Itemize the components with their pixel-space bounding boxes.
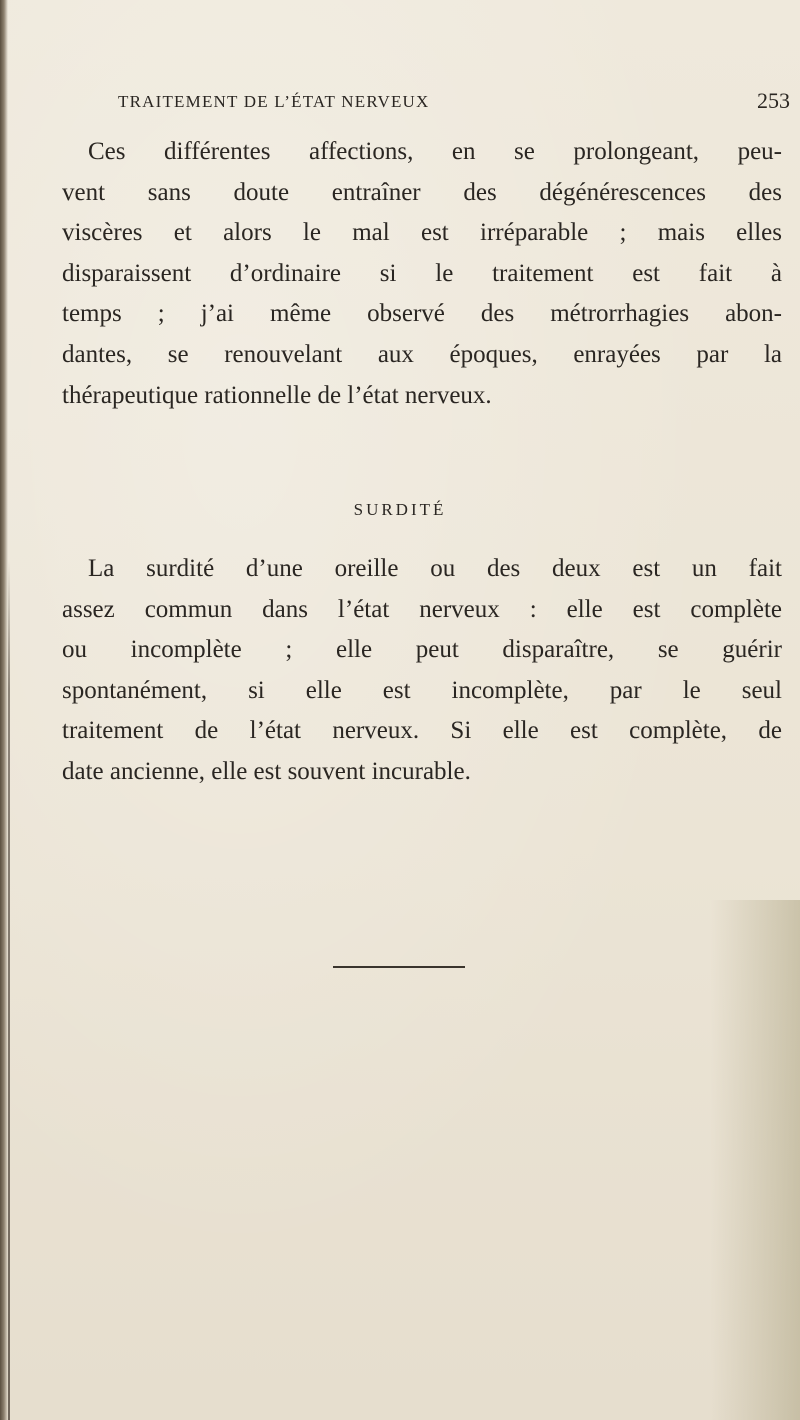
page-edge-line (8, 560, 10, 1420)
text-line: ou incomplète ; elle peut disparaître, se guérir (62, 636, 782, 664)
text-line: date ancienne, elle est souvent incurable. (62, 757, 471, 785)
text-line: viscères et alors le mal est irréparable ; mais elles (62, 219, 782, 247)
page-number: 253 (757, 88, 790, 113)
text-line: Ces différentes affections, en se prolongeant, peu- (88, 138, 782, 165)
text-line: disparaissent d’ordinaire si le traitement est fait à (62, 259, 782, 287)
text-line: assez commun dans l’état nerveux : elle est complète (62, 595, 782, 623)
text-line: thérapeutique rationnelle de l’état nerveux. (62, 381, 492, 409)
paragraph-affections (62, 132, 782, 416)
text-line: La surdité d’une oreille ou des deux est un fait (88, 555, 782, 582)
paragraph-surdite (62, 549, 782, 793)
text-line: vent sans doute entraîner des dégénérescences des (62, 178, 782, 206)
text-line: traitement de l’état nerveux. Si elle est complète, de (62, 717, 782, 745)
page-stain (710, 900, 800, 1420)
section-heading: SURDITÉ (353, 500, 447, 519)
text-line: temps ; j’ai même observé des métrorrhagies abon- (62, 300, 782, 328)
running-title: TRAITEMENT DE L’ÉTAT NERVEUX (118, 92, 430, 111)
page-gutter-shadow (0, 0, 8, 1420)
text-line: dantes, se renouvelant aux époques, enrayées par la (62, 340, 782, 368)
text-line: spontanément, si elle est incomplète, par le seul (62, 676, 782, 704)
section-end-rule (333, 966, 465, 968)
running-head (118, 88, 790, 122)
